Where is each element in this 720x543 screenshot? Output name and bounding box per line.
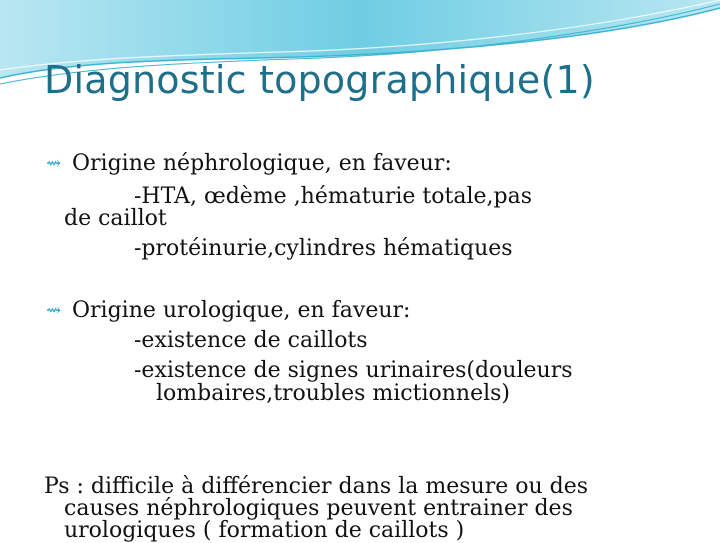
note-line1: Ps : difficile à différencier dans la mesure ou des: [44, 474, 589, 499]
section2-line1: -existence de caillots: [134, 328, 368, 353]
wave-arrow-icon: ⇝: [46, 153, 62, 174]
wave-arrow-icon: ⇝: [46, 300, 62, 321]
section2-heading: Origine urologique, en faveur:: [72, 298, 411, 323]
section2-line2: -existence de signes urinaires(douleurs: [134, 358, 573, 383]
slide-title: Diagnostic topographique(1): [44, 58, 595, 102]
section2-line3: lombaires,troubles mictionnels): [156, 381, 510, 406]
section1-heading: Origine néphrologique, en faveur:: [72, 151, 452, 176]
section1-line2: de caillot: [64, 206, 167, 231]
section1-line1: -HTA, œdème ,hématurie totale,pas: [134, 184, 533, 209]
note-line2: causes néphrologiques peuvent entrainer des: [64, 496, 573, 521]
note-line3: urologiques ( formation de caillots ): [64, 518, 465, 543]
section1-line3: -protéinurie,cylindres hématiques: [134, 236, 513, 261]
